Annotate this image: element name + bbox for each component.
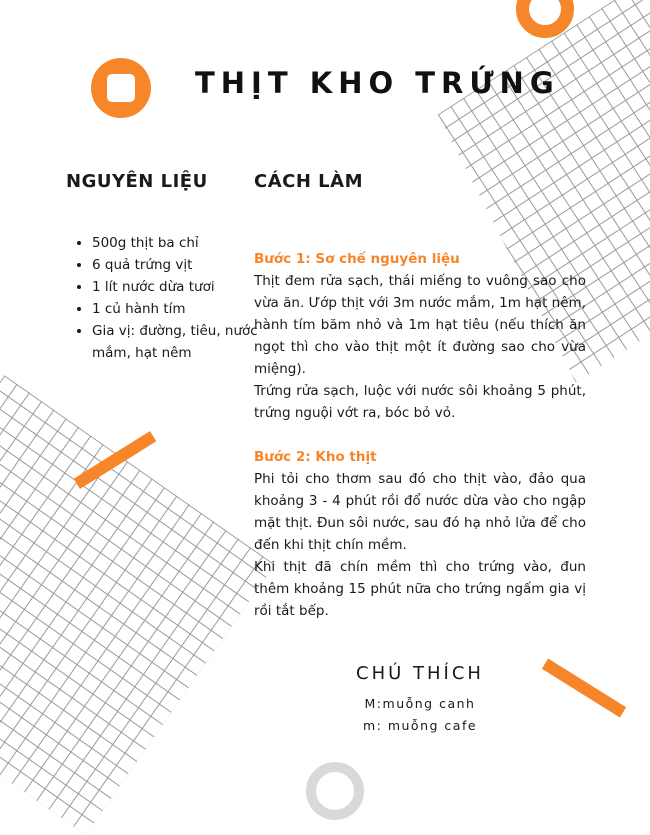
method-heading: CÁCH LÀM: [254, 171, 363, 192]
ingredient-item: • 1 lít nước dừa tươi: [92, 276, 262, 298]
note-line: M:muỗng canh: [364, 696, 476, 711]
ingredient-item: • 500g thịt ba chỉ: [92, 232, 262, 254]
logo-icon: [91, 58, 151, 118]
step-2: [254, 446, 586, 622]
ingredients-list: [74, 232, 262, 364]
ingredients-heading: NGUYÊN LIỆU: [66, 171, 208, 192]
step-title: Bước 2: Kho thịt: [254, 449, 377, 465]
ingredient-item: • Gia vị: đường, tiêu, nước mắm, hạt nêm: [92, 320, 262, 364]
orange-bar-decoration-right: [542, 659, 626, 718]
note-line: m: muỗng cafe: [362, 718, 478, 733]
step-paragraph: Phi tỏi cho thơm sau đó cho thịt vào, đảo qua khoảng 3 - 4 phút rồi đổ nước dừa vào cho ngập mặt thịt. Đun sôi nước, sau đó hạ nhỏ lửa để cho đến khi thịt chín mềm.: [254, 471, 586, 553]
notes-heading: CHÚ THÍCH: [356, 663, 484, 684]
step-title: Bước 1: Sơ chế nguyên liệu: [254, 251, 460, 267]
ingredient-item: • 1 củ hành tím: [92, 298, 262, 320]
step-paragraph: Thịt đem rửa sạch, thái miếng to vuông sao cho vừa ăn. Ướp thịt với 3m nước mắm, 1m hạt nêm, hành tím băm nhỏ và 1m hạt tiêu (nếu thích ăn ngọt thì cho vào thịt một ít đường sao cho vừa miệng).: [254, 273, 586, 377]
method-steps: [254, 248, 586, 622]
gray-ring-decoration: [306, 762, 364, 820]
step-paragraph: Khi thịt đã chín mềm thì cho trứng vào, đun thêm khoảng 15 phút nữa cho trứng ngấm gia vị rồi tắt bếp.: [254, 559, 586, 619]
step-paragraph: Trứng rửa sạch, luộc với nước sôi khoảng 5 phút, trứng nguội vớt ra, bóc bỏ vỏ.: [254, 383, 586, 421]
ingredient-item: • 6 quả trứng vịt: [92, 254, 262, 276]
step-1: [254, 248, 586, 424]
page-title: THỊT KHO TRỨNG: [195, 66, 560, 100]
logo-inner-square: [107, 74, 135, 102]
